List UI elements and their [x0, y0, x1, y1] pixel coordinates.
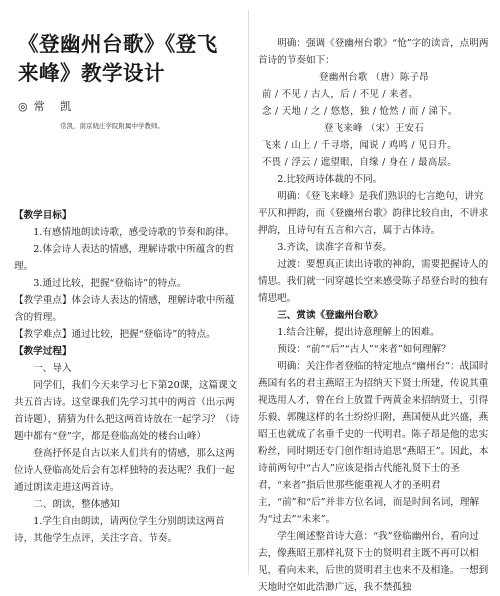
author-note: 常凯，南京晓庄学院附属中学教师。: [60, 122, 164, 130]
left-paragraph: 同学们，我们今天来学习七下第20课，这篇课文共五首古诗。这堂课我们先学习其中的两首（出示两首诗题），猜猜为什么把这两首诗放在一起学习？（诗题中都有“登”字，都是登临高处的楼台山峰）: [14, 380, 240, 442]
column-divider: [248, 10, 249, 575]
right-paragraph: 明确：强调《登幽州台歌》“怆”字的读音，点明两首诗的节奏如下：: [258, 38, 489, 66]
left-paragraph: 【教学目标】: [14, 210, 72, 221]
right-paragraph: 过渡：要想真正读出诗歌的神韵，需要把握诗人的情思。我们就一同穿越长空来感受陈子昂登台时的独有情思吧。: [258, 259, 489, 304]
author-name: ◎常 凯: [18, 100, 78, 113]
left-paragraph: 一、导入: [33, 363, 72, 374]
left-paragraph: 1.有感情地朗读诗歌，感受诗歌的节奏和韵律。: [33, 227, 235, 238]
right-paragraph: 预设：“前”“后”“古人”“来者”如何理解？: [277, 344, 451, 355]
right-paragraph: 3.齐读，读准字音和节奏。: [277, 242, 392, 253]
right-column: [258, 35, 490, 596]
right-paragraph: 飞来 / 山上 / 千寻塔，闻说 / 鸡鸣 / 见日升。: [262, 140, 457, 151]
right-paragraph: 明确：《登飞来峰》是我们熟识的七言绝句，讲究平仄和押韵，而《登幽州台歌》韵律比较自由，不讲求押韵，且诗句有五言和六言，属于古体诗。: [258, 191, 489, 236]
left-paragraph: 1.学生自由朗读，请两位学生分别朗读这两首诗，其他学生点评，关注字音、节奏。: [14, 516, 225, 544]
right-paragraph: 登幽州台歌 （唐）陈子昂: [319, 72, 429, 83]
left-column: [14, 207, 242, 547]
right-paragraph: 念 / 天地 / 之 / 悠悠，独 / 怆然 / 而 / 涕下。: [262, 106, 458, 117]
right-paragraph: 1.结合注解，提出诗意理解上的困难。: [277, 327, 440, 338]
right-paragraph: 前 / 不见 / 古人，后 / 不见 / 来者。: [262, 89, 419, 100]
left-paragraph: 【教学难点】通过比较，把握“登临诗”的特点。: [14, 329, 216, 340]
right-paragraph: 三、赏读《登幽州台歌》: [277, 310, 383, 321]
right-paragraph: 登飞来峰 （宋）王安石: [323, 123, 425, 134]
left-paragraph: 登高抒怀是自古以来人们共有的情感，那么这两位诗人登临高处后会有怎样独特的表达呢？我们一起通过朗读走进这两首诗。: [14, 448, 235, 493]
left-paragraph: 二、朗读，整体感知: [33, 499, 120, 510]
right-paragraph: 不畏 / 浮云 / 遮望眼，自缘 / 身在 / 最高层。: [262, 157, 457, 168]
left-paragraph: 2.体会诗人表达的情感，理解诗歌中所蕴含的哲理。: [14, 244, 235, 272]
left-paragraph: 3.通过比较，把握“登临诗”的特点。: [33, 278, 187, 289]
right-paragraph: 明确：关注作者登临的特定地点“幽州台”：战国时燕国有名的君主燕昭王为招纳天下贤士所建，传说其重视选用人才，曾在台上放置千两黄金来招纳贤士，引得乐毅、郭隗这样的名士纷纷归附，燕国便从此兴盛，燕昭王也就成了名垂千史的一代明君。陈子昂是他的忠实粉丝，同时期还专门创作组诗追思“燕昭王”。因此，本诗前两句中“古人”应该是指古代能礼贤下士的圣君，“来者”指后世那些能重视人才的圣明君主，“前”和“后”并非方位名词，而是时间名词，理解为“过去”“未来”。: [258, 361, 489, 525]
left-paragraph: 【教学过程】: [14, 346, 72, 357]
right-paragraph: 学生阐述整首诗大意：“我”登临幽州台，看向过去，像燕昭王那样礼贤下士的贤明君主既不再可以相见，看向未来，后世的贤明君主也来不及相逢。一想到天地时空如此浩渺广远，我不禁孤独: [258, 531, 489, 593]
page-title: 《登幽州台歌》《登飞来峰》教学设计: [18, 32, 218, 85]
left-paragraph: 【教学重点】体会诗人表达的情感，理解诗歌中所蕴含的哲理。: [14, 295, 235, 323]
right-paragraph: 2.比较两诗体裁的不同。: [277, 174, 383, 185]
